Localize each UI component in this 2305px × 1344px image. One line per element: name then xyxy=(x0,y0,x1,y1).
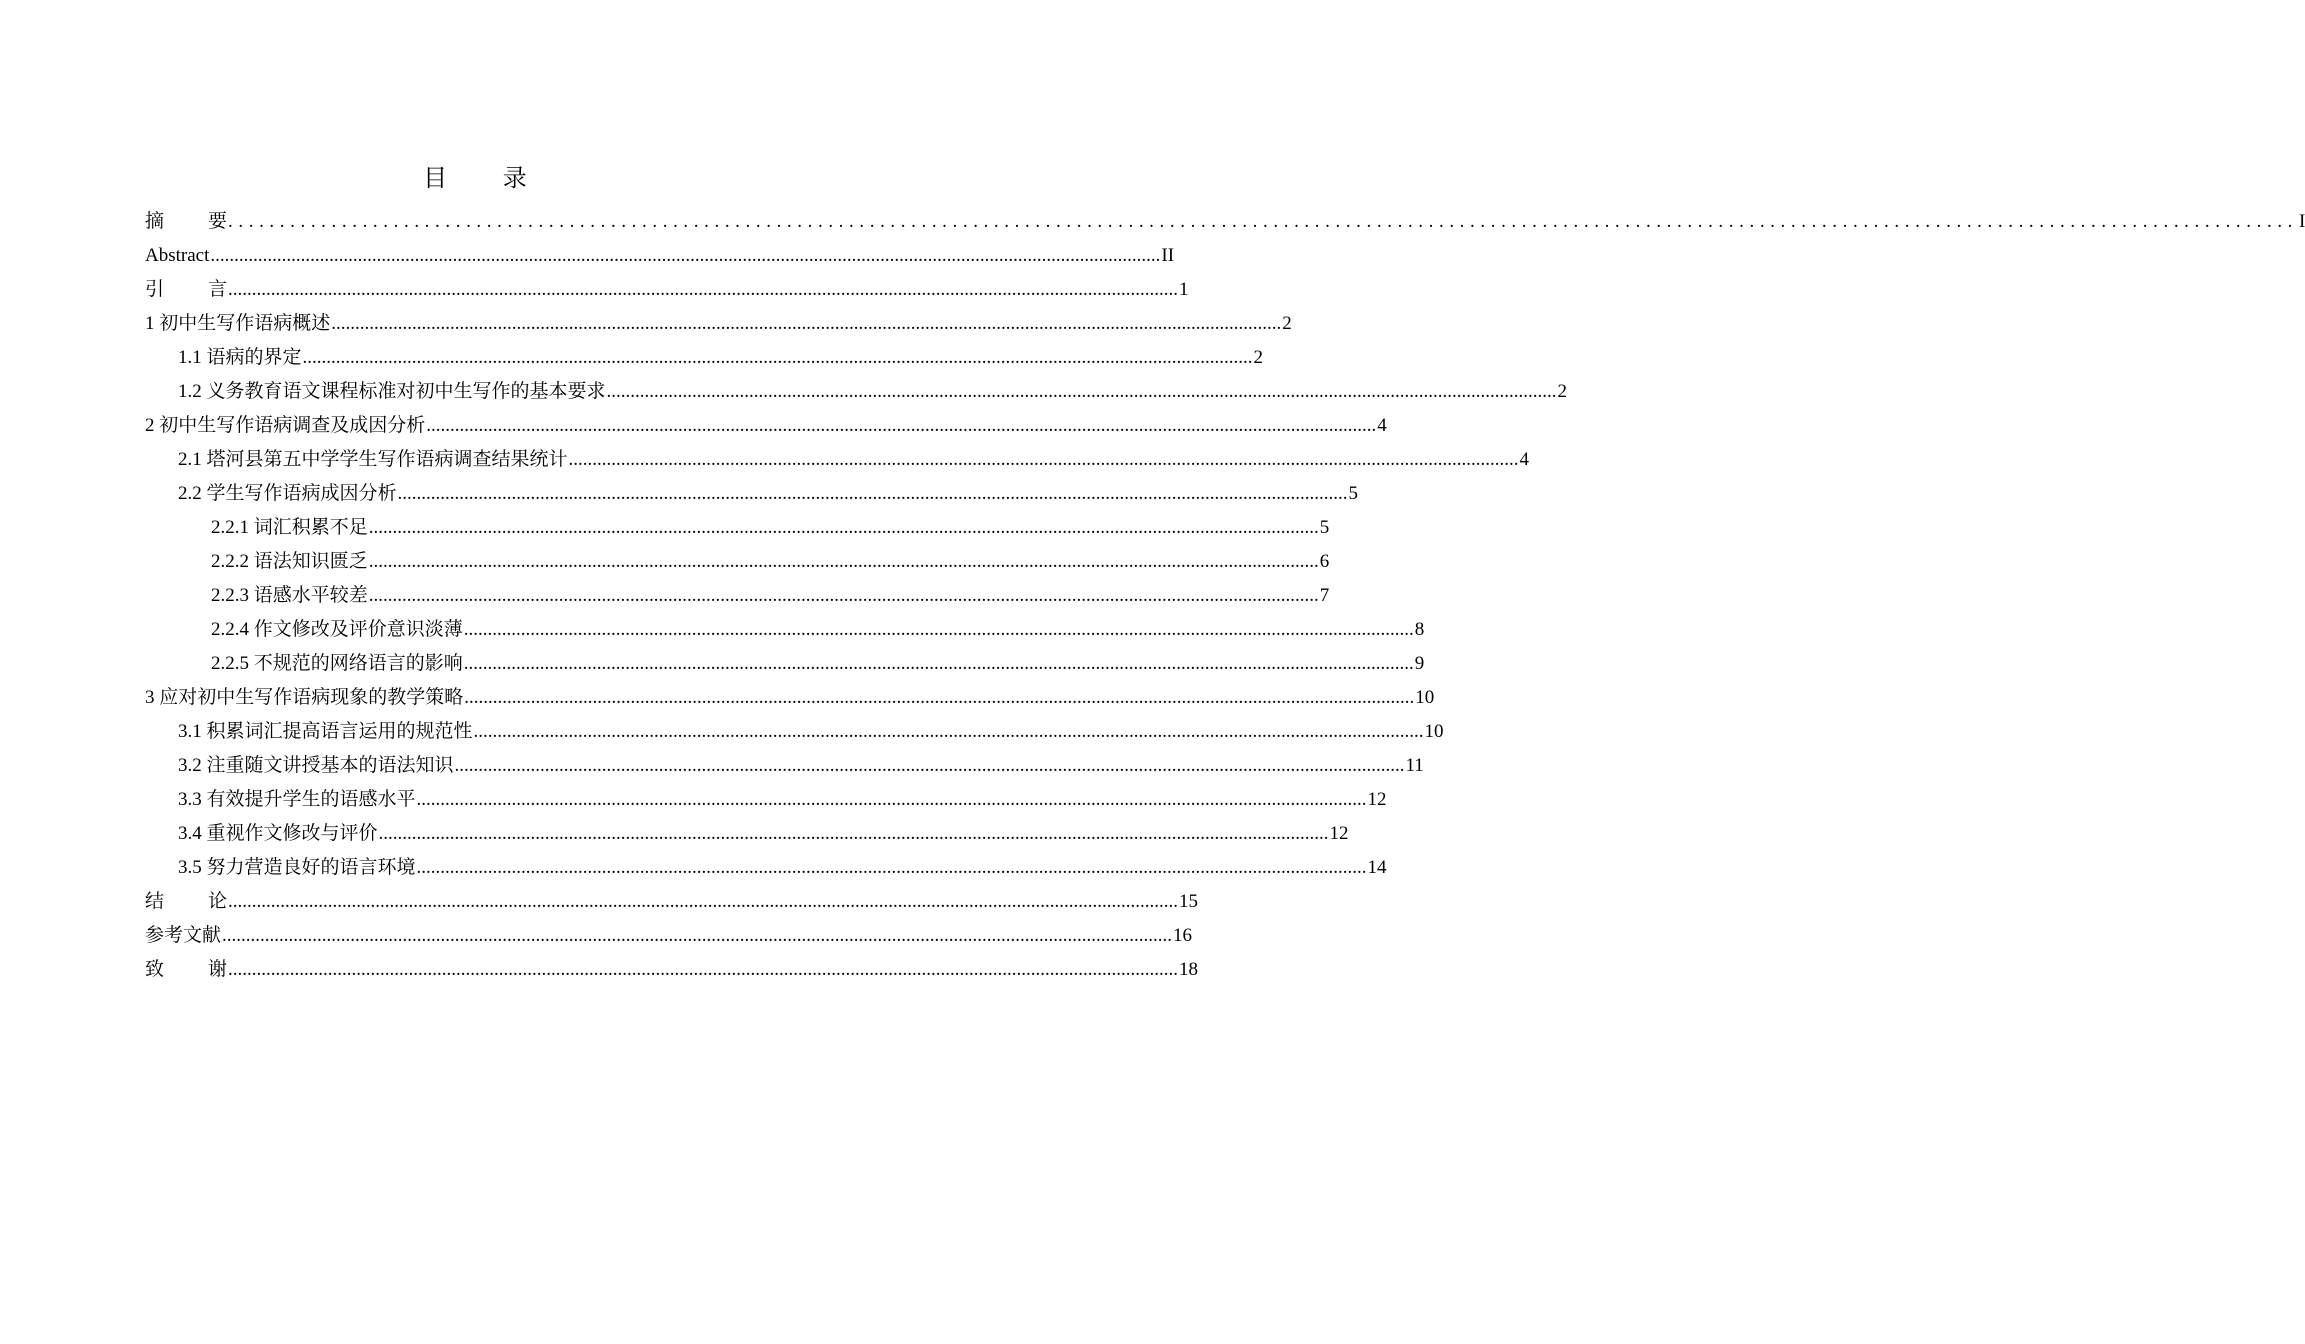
toc-entry-label: 1.2 义务教育语文课程标准对初中生写作的基本要求 xyxy=(178,381,606,402)
toc-dot-leader: ........................................................................................................................................................................................................ xyxy=(228,211,2299,232)
toc-entry-page-number: 15 xyxy=(1179,891,1199,912)
toc-entry-page-number: 2 xyxy=(1282,313,1292,334)
toc-dot-leader: ........................................................................................................................................................................................................ xyxy=(228,279,1179,300)
toc-entry[interactable] xyxy=(145,749,1424,783)
toc-entry[interactable] xyxy=(145,477,1359,511)
toc-entry-page-number: 8 xyxy=(1414,619,1425,640)
toc-dot-leader: ........................................................................................................................................................................................................ xyxy=(426,415,1377,436)
toc-dot-leader: ........................................................................................................................................................................................................ xyxy=(228,959,1179,980)
toc-entry-page-number: 18 xyxy=(1179,959,1199,980)
toc-dot-leader: ........................................................................................................................................................................................................ xyxy=(397,483,1348,504)
toc-dot-leader: ........................................................................................................................................................................................................ xyxy=(368,551,1319,572)
toc-dot-leader: ........................................................................................................................................................................................................ xyxy=(368,517,1319,538)
toc-entry-page-number: 10 xyxy=(1424,721,1444,742)
toc-entry-page-number: 2 xyxy=(1253,347,1264,368)
toc-entry[interactable] xyxy=(145,375,1568,409)
toc-entry-page-number: 2 xyxy=(1557,381,1568,402)
toc-dot-leader: ........................................................................................................................................................................................................ xyxy=(378,823,1329,844)
toc-dot-leader: ........................................................................................................................................................................................................ xyxy=(463,653,1414,674)
toc-entry[interactable] xyxy=(145,545,1330,579)
toc-entry-label: 1.1 语病的界定 xyxy=(178,347,302,368)
toc-entry[interactable] xyxy=(145,205,2305,239)
toc-entry-label: 2.1 塔河县第五中学学生写作语病调查结果统计 xyxy=(178,449,568,470)
toc-entry-label: 参考文献 xyxy=(145,925,222,946)
toc-entry[interactable] xyxy=(145,273,1189,307)
toc-dot-leader: ........................................................................................................................................................................................................ xyxy=(222,925,1173,946)
toc-dot-leader: ........................................................................................................................................................................................................ xyxy=(463,619,1414,640)
toc-dot-leader: ........................................................................................................................................................................................................ xyxy=(210,245,1161,266)
toc-entry-label: 结论 xyxy=(145,891,228,912)
toc-dot-leader: ........................................................................................................................................................................................................ xyxy=(454,755,1405,776)
toc-dot-leader: ........................................................................................................................................................................................................ xyxy=(368,585,1319,606)
toc-dot-leader: ........................................................................................................................................................................................................ xyxy=(416,789,1367,810)
toc-entry-label: 3.1 积累词汇提高语言运用的规范性 xyxy=(178,721,473,742)
toc-entry-label: 2.2.3 语感水平较差 xyxy=(211,585,368,606)
toc-entry-label: 2 初中生写作语病调查及成因分析 xyxy=(145,415,426,436)
toc-dot-leader: ........................................................................................................................................................................................................ xyxy=(473,721,1424,742)
toc-dot-leader: ........................................................................................................................................................................................................ xyxy=(464,687,1415,708)
toc-dot-leader: ........................................................................................................................................................................................................ xyxy=(302,347,1253,368)
toc-entry-page-number: 5 xyxy=(1348,483,1359,504)
toc-entry-page-number: 7 xyxy=(1319,585,1330,606)
toc-dot-leader: ........................................................................................................................................................................................................ xyxy=(331,313,1282,334)
toc-entry-label: 3 应对初中生写作语病现象的教学策略 xyxy=(145,687,464,708)
toc-dot-leader: ........................................................................................................................................................................................................ xyxy=(416,857,1367,878)
toc-dot-leader: ........................................................................................................................................................................................................ xyxy=(568,449,1519,470)
toc-entry-page-number: 4 xyxy=(1377,415,1387,436)
toc-list xyxy=(145,205,2305,987)
toc-entry-label: Abstract xyxy=(145,245,210,266)
toc-entry-page-number: 12 xyxy=(1367,789,1387,810)
toc-entry-page-number: 4 xyxy=(1519,449,1530,470)
toc-entry[interactable] xyxy=(145,341,1264,375)
toc-entry-page-number: 11 xyxy=(1405,755,1424,776)
toc-entry[interactable] xyxy=(145,885,1199,919)
toc-entry-label: 引言 xyxy=(145,279,228,300)
toc-entry-page-number: 5 xyxy=(1319,517,1330,538)
toc-entry-page-number: II xyxy=(1161,245,1175,266)
toc-entry[interactable] xyxy=(145,443,1530,477)
toc-entry[interactable] xyxy=(145,613,1425,647)
toc-entry[interactable] xyxy=(145,953,1199,987)
toc-entry[interactable] xyxy=(145,851,1387,885)
toc-entry-label: 摘要 xyxy=(145,211,228,232)
toc-entry[interactable] xyxy=(145,409,1387,443)
toc-entry-page-number: 12 xyxy=(1329,823,1349,844)
toc-entry-label: 2.2.5 不规范的网络语言的影响 xyxy=(211,653,463,674)
toc-entry-page-number: 1 xyxy=(1179,279,1189,300)
toc-entry[interactable] xyxy=(145,783,1387,817)
toc-entry-page-number: 9 xyxy=(1414,653,1425,674)
toc-entry-label: 3.4 重视作文修改与评价 xyxy=(178,823,378,844)
toc-dot-leader: ........................................................................................................................................................................................................ xyxy=(606,381,1557,402)
toc-entry-label: 1 初中生写作语病概述 xyxy=(145,313,331,334)
toc-entry-label: 2.2.1 词汇积累不足 xyxy=(211,517,368,538)
toc-entry-page-number: 6 xyxy=(1319,551,1330,572)
toc-entry-label: 2.2.2 语法知识匮乏 xyxy=(211,551,368,572)
toc-entry-label: 3.2 注重随文讲授基本的语法知识 xyxy=(178,755,454,776)
toc-entry-label: 致谢 xyxy=(145,959,228,980)
toc-entry[interactable] xyxy=(145,817,1349,851)
toc-entry[interactable] xyxy=(145,579,1330,613)
toc-entry-page-number: 16 xyxy=(1173,925,1193,946)
toc-entry[interactable] xyxy=(145,647,1425,681)
toc-entry-label: 2.2.4 作文修改及评价意识淡薄 xyxy=(211,619,463,640)
toc-entry[interactable] xyxy=(145,681,1435,715)
toc-entry-page-number: 14 xyxy=(1367,857,1387,878)
toc-title: 目 录 xyxy=(423,164,551,192)
toc-entry[interactable] xyxy=(145,919,1193,953)
toc-entry-label: 3.5 努力营造良好的语言环境 xyxy=(178,857,416,878)
toc-entry[interactable] xyxy=(145,307,1292,341)
toc-entry-page-number: 10 xyxy=(1415,687,1435,708)
toc-entry-label: 3.3 有效提升学生的语感水平 xyxy=(178,789,416,810)
toc-entry[interactable] xyxy=(145,511,1330,545)
toc-entry-page-number: I xyxy=(2299,211,2305,232)
toc-entry-label: 2.2 学生写作语病成因分析 xyxy=(178,483,397,504)
toc-entry[interactable] xyxy=(145,239,1175,273)
toc-entry[interactable] xyxy=(145,715,1444,749)
toc-dot-leader: ........................................................................................................................................................................................................ xyxy=(228,891,1179,912)
